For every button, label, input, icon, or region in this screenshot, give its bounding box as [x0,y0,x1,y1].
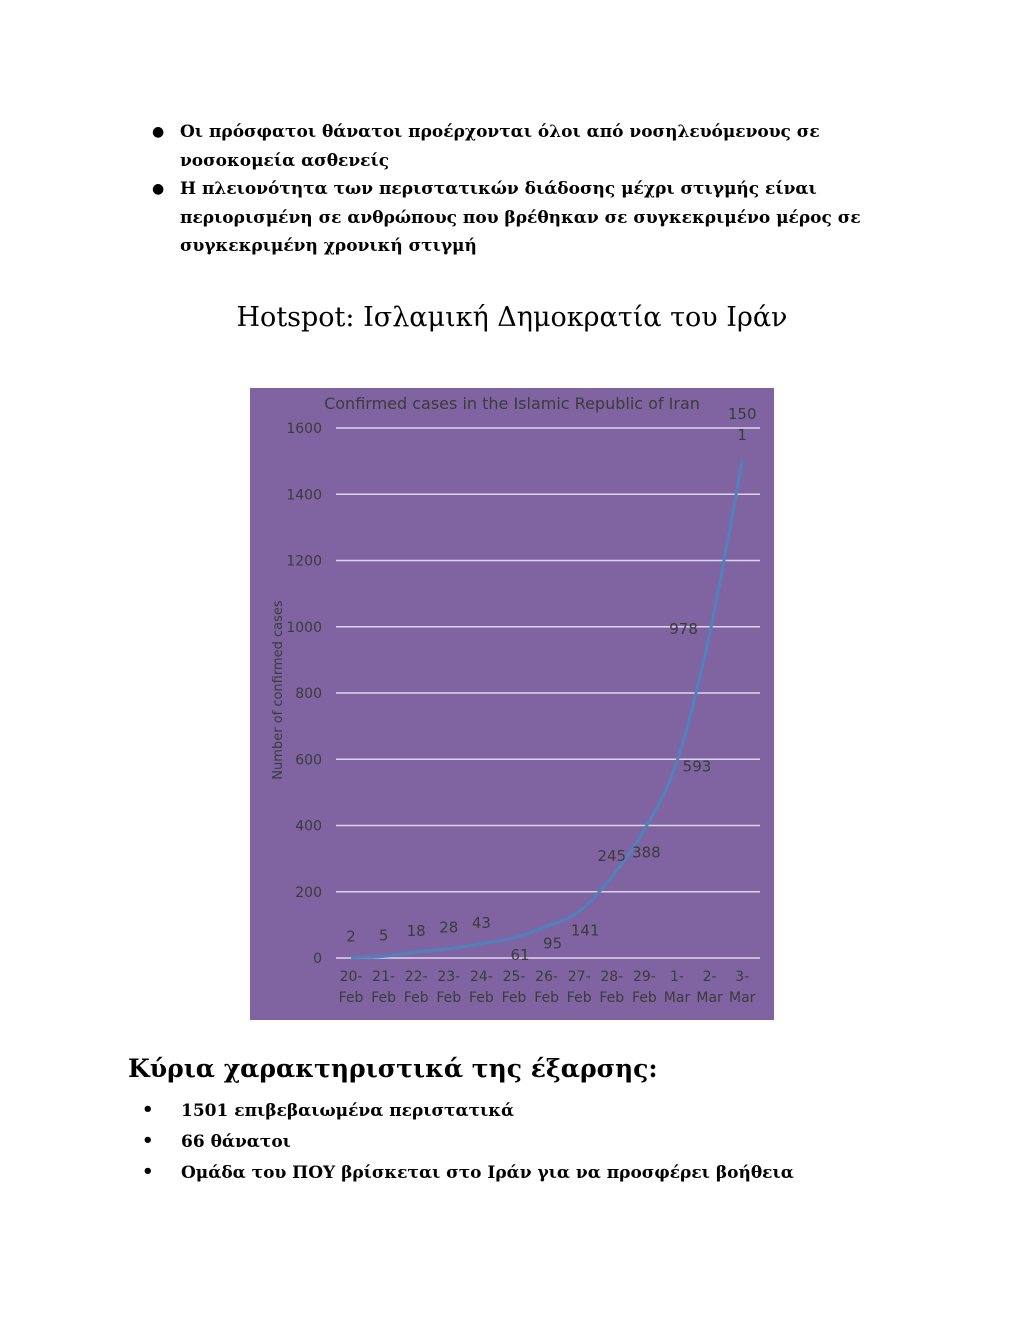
bullet-text: Ομάδα του ΠΟΥ βρίσκεται στο Ιράν για να προσφέρει βοήθεια [181,1163,794,1183]
x-tick-label: 26-Feb [534,969,559,1006]
x-tick-label: 28-Feb [599,969,625,1006]
x-tick-label: 20-Feb [338,969,364,1006]
list-item [140,1127,900,1158]
bottom-bullet-list [140,1096,900,1189]
x-tick-label: 21-Feb [371,969,396,1006]
page-title: Hotspot: Ισλαμική Δημοκρατία του Ιράν [236,302,788,333]
list-item [140,1096,900,1127]
y-tick-label: 1000 [286,619,322,636]
y-tick-label: 400 [295,818,322,835]
bullet-icon: • [142,1099,154,1120]
list-item [150,118,870,175]
confirmed-cases-chart [250,388,774,1020]
y-tick-label: 200 [295,884,322,901]
bullet-text: Οι πρόσφατοι θάνατοι προέρχονται όλοι από νοσηλευόμενους σε νοσοκομεία ασθενείς [180,122,820,171]
bullet-icon: ● [152,124,165,140]
data-label: 150 1 [727,404,757,444]
x-tick-label: 29-Feb [632,969,657,1006]
bullet-text: 1501 επιβεβαιωμένα περιστατικά [181,1101,515,1121]
x-tick-label: 27-Feb [566,969,592,1006]
y-axis-label: Number of confirmed cases [271,600,286,780]
data-label: 388 [632,843,661,862]
y-tick-label: 800 [295,686,322,702]
x-tick-label: 1-Mar [663,969,691,1006]
data-label: 95 [543,934,563,953]
series-line [351,461,742,958]
x-tick-label: 2-Mar [696,969,723,1006]
chart-title: Confirmed cases in the Islamic Republic of Iran [324,394,700,413]
chart-canvas [250,388,774,1020]
data-label: 28 [439,918,459,937]
data-label: 43 [471,913,491,932]
bullet-text: 66 θάνατοι [181,1132,291,1152]
list-item [150,175,870,261]
x-tick-label: 3-Mar [728,969,756,1006]
bullet-icon: ● [152,181,165,197]
bullet-icon: • [142,1130,154,1151]
section-heading: Κύρια χαρακτηριστικά της έξαρσης: [128,1054,658,1083]
data-label: 18 [406,922,426,941]
y-tick-label: 1400 [286,487,322,504]
data-label: 978 [669,620,698,639]
x-tick-label: 22-Feb [403,969,429,1006]
top-bullet-list [150,118,870,261]
y-tick-label: 600 [295,752,322,769]
bullet-icon: • [142,1161,154,1182]
y-tick-label: 1600 [286,421,322,437]
x-axis-ticks [339,969,756,1006]
data-label: 141 [570,921,600,940]
list-item [140,1158,900,1189]
x-tick-label: 23-Feb [436,969,462,1006]
data-label: 61 [510,945,530,964]
data-label: 593 [682,757,712,776]
data-labels [346,405,756,964]
y-axis-ticks [286,421,322,967]
data-label: 5 [378,926,389,945]
x-tick-label: 25-Feb [501,969,527,1006]
data-label: 245 [597,846,627,865]
y-tick-label: 1200 [286,553,322,570]
y-tick-label: 0 [313,951,322,967]
x-tick-label: 24-Feb [469,969,494,1006]
bullet-text: Η πλειονότητα των περιστατικών διάδοσης μέχρι στιγμής είναι περιορισμένη σε ανθρώπους που βρέθηκαν σε συγκεκριμένο μέρος σε συγκεκριμένη χρονική στιγμή [180,179,861,256]
data-label: 2 [346,927,356,946]
